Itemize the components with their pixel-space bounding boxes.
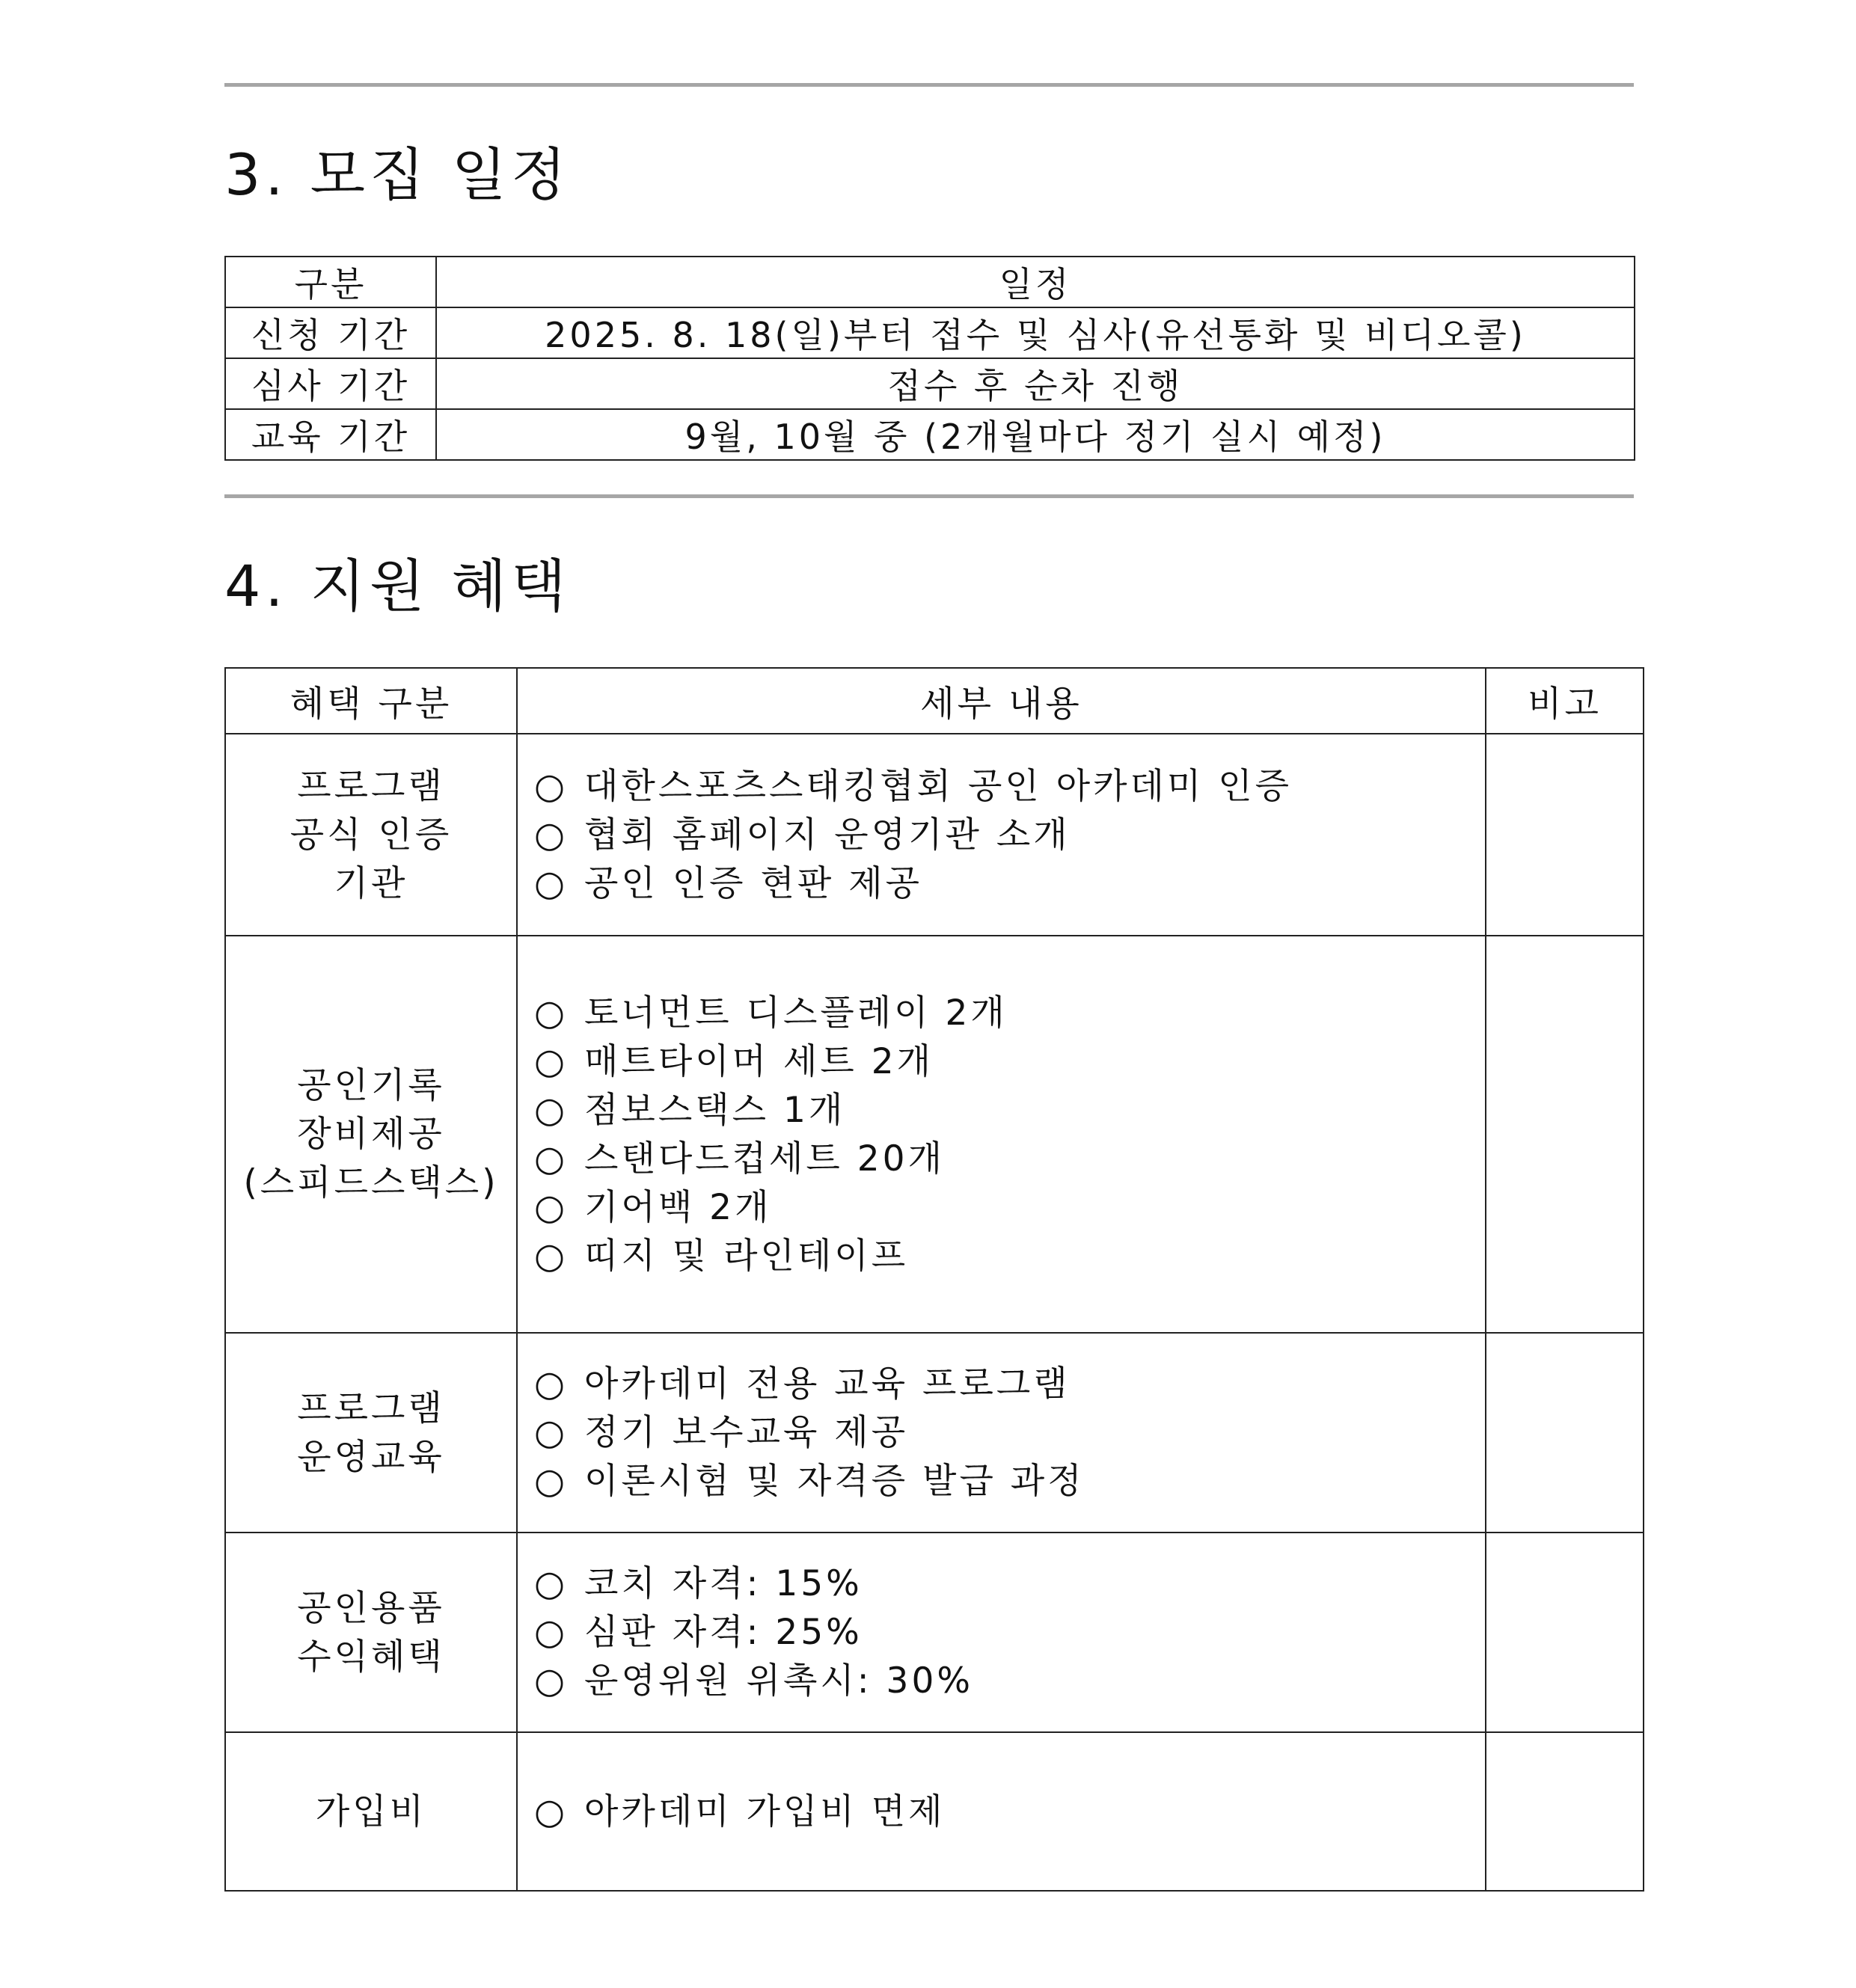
benefit-detail	[517, 1732, 1486, 1891]
circle-bullet-icon: ○	[534, 992, 569, 1034]
list-item: ○ 이론시험 및 자격증 발급 과정	[534, 1457, 1485, 1506]
benefits-header-category: 혜택 구분	[225, 668, 517, 734]
schedule-table	[224, 256, 1635, 461]
category-line: 프로그램	[297, 1387, 445, 1429]
circle-bullet-icon: ○	[534, 1791, 569, 1832]
circle-bullet-icon: ○	[534, 1235, 569, 1277]
list-item: ○ 코치 자격: 15%	[534, 1559, 1485, 1608]
table-row	[225, 358, 1635, 409]
benefit-note	[1486, 1333, 1644, 1533]
list-item: ○ 대한스포츠스태킹협회 공인 아카데미 인증	[534, 762, 1485, 811]
table-row	[225, 734, 1644, 936]
benefit-detail	[517, 936, 1486, 1333]
schedule-category: 심사 기간	[225, 358, 436, 409]
table-row	[225, 409, 1635, 460]
benefit-detail	[517, 1333, 1486, 1533]
category-line: 공인기록	[297, 1065, 445, 1106]
category-line: 수익혜택	[297, 1636, 445, 1678]
list-item: ○ 스탠다드컵세트 20개	[534, 1135, 1485, 1183]
circle-bullet-icon: ○	[534, 1461, 569, 1502]
benefit-detail	[517, 734, 1486, 936]
benefit-note	[1486, 1533, 1644, 1732]
category-line: 가입비	[315, 1791, 427, 1832]
middle-divider	[224, 494, 1634, 498]
benefit-category	[225, 1333, 517, 1533]
table-row	[225, 936, 1644, 1333]
benefits-table	[224, 667, 1644, 1892]
section4-title: 4. 지원 혜택	[224, 553, 571, 619]
list-item: ○ 공인 인증 현판 제공	[534, 859, 1485, 908]
circle-bullet-icon: ○	[534, 814, 569, 856]
schedule-value: 9월, 10월 중 (2개월마다 정기 실시 예정)	[436, 409, 1635, 460]
category-line: 장비제공	[297, 1114, 445, 1155]
schedule-category: 신청 기간	[225, 307, 436, 358]
category-line: (스피드스택스)	[243, 1162, 499, 1203]
list-item: ○ 기어백 2개	[534, 1183, 1485, 1232]
list-item: ○ 토너먼트 디스플레이 2개	[534, 989, 1485, 1037]
benefit-note	[1486, 936, 1644, 1333]
circle-bullet-icon: ○	[534, 1612, 569, 1653]
list-item: ○ 띠지 및 라인테이프	[534, 1232, 1485, 1280]
circle-bullet-icon: ○	[534, 1089, 569, 1131]
list-item: ○ 매트타이머 세트 2개	[534, 1037, 1485, 1086]
table-row	[225, 1333, 1644, 1533]
table-row	[225, 1732, 1644, 1891]
circle-bullet-icon: ○	[534, 1412, 569, 1453]
schedule-header-category: 구분	[225, 257, 436, 307]
list-item: ○ 정기 보수교육 제공	[534, 1408, 1485, 1457]
category-line: 운영교육	[297, 1436, 445, 1478]
circle-bullet-icon: ○	[534, 1563, 569, 1604]
schedule-value: 접수 후 순차 진행	[436, 358, 1635, 409]
benefit-note	[1486, 1732, 1644, 1891]
benefits-header-detail: 세부 내용	[517, 668, 1486, 734]
list-item: ○ 심판 자격: 25%	[534, 1608, 1485, 1657]
benefit-category	[225, 1533, 517, 1732]
schedule-value: 2025. 8. 18(일)부터 접수 및 심사(유선통화 및 비디오콜)	[436, 307, 1635, 358]
list-item: ○ 아카데미 전용 교육 프로그램	[534, 1360, 1485, 1408]
category-line: 공인용품	[297, 1587, 445, 1629]
schedule-header-row	[225, 257, 1635, 307]
benefit-category	[225, 936, 517, 1333]
circle-bullet-icon: ○	[534, 1363, 569, 1405]
category-line: 기관	[334, 862, 408, 904]
list-item: ○ 점보스택스 1개	[534, 1086, 1485, 1135]
list-item: ○ 협회 홈페이지 운영기관 소개	[534, 811, 1485, 859]
circle-bullet-icon: ○	[534, 862, 569, 904]
circle-bullet-icon: ○	[534, 1186, 569, 1228]
benefit-note	[1486, 734, 1644, 936]
benefit-category	[225, 1732, 517, 1891]
benefit-detail	[517, 1533, 1486, 1732]
table-row	[225, 1533, 1644, 1732]
category-line: 공식 인증	[290, 814, 453, 856]
benefits-header-row	[225, 668, 1644, 734]
circle-bullet-icon: ○	[534, 1660, 569, 1702]
circle-bullet-icon: ○	[534, 765, 569, 807]
benefit-category	[225, 734, 517, 936]
section3-title: 3. 모집 일정	[224, 141, 571, 208]
schedule-category: 교육 기간	[225, 409, 436, 460]
circle-bullet-icon: ○	[534, 1040, 569, 1082]
schedule-header-schedule: 일정	[436, 257, 1635, 307]
top-divider	[224, 83, 1634, 87]
circle-bullet-icon: ○	[534, 1138, 569, 1179]
benefits-header-note: 비고	[1486, 668, 1644, 734]
list-item: ○ 운영위원 위촉시: 30%	[534, 1657, 1485, 1705]
table-row	[225, 307, 1635, 358]
list-item: ○ 아카데미 가입비 면제	[534, 1788, 1485, 1836]
category-line: 프로그램	[297, 765, 445, 807]
